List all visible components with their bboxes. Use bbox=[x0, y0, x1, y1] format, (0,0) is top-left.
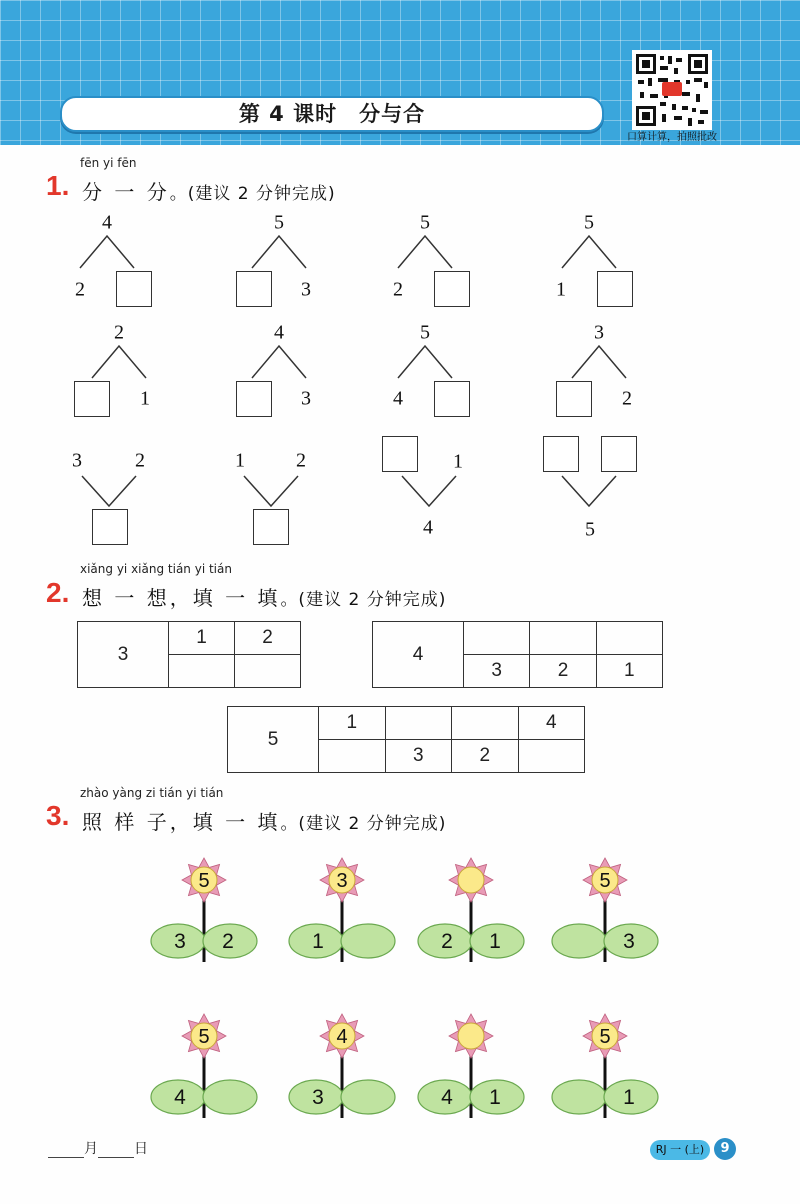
q1-item4-answer-box[interactable] bbox=[597, 271, 633, 307]
page-number: 9 bbox=[714, 1138, 736, 1160]
grade-badge: RJ 一 (上) bbox=[650, 1140, 710, 1160]
q2-t3-top-2[interactable] bbox=[385, 707, 452, 740]
q1-item5-right: 1 bbox=[140, 387, 150, 410]
left-leaf-number: 4 bbox=[174, 1086, 186, 1109]
right-leaf-number: 3 bbox=[623, 930, 635, 953]
left-leaf-number: 4 bbox=[441, 1086, 453, 1109]
q1-item12-left-box[interactable] bbox=[543, 436, 579, 472]
q1-item10-left: 1 bbox=[235, 449, 245, 472]
q1-item1-top: 4 bbox=[102, 211, 112, 234]
q1-item2-right: 3 bbox=[301, 278, 311, 301]
q1-item4-left: 1 bbox=[556, 278, 566, 301]
right-leaf bbox=[341, 924, 395, 958]
right-leaf-number: 1 bbox=[489, 930, 501, 953]
date-line bbox=[48, 1138, 148, 1158]
q3-text: 照 样 子，填 一 填 bbox=[82, 810, 281, 834]
q1-item6-top: 4 bbox=[274, 321, 284, 344]
q1-item7-answer-box[interactable] bbox=[434, 381, 470, 417]
q1-item1-left: 2 bbox=[75, 278, 85, 301]
left-leaf-number: 1 bbox=[312, 930, 324, 953]
q3-note: 。(建议 2 分钟完成) bbox=[280, 814, 447, 834]
lesson-title: 第 4 课时 分与合 bbox=[238, 102, 426, 126]
q3-pinyin: zhào yàng zi tián yi tián bbox=[80, 786, 224, 800]
left-leaf-number: 3 bbox=[174, 930, 186, 953]
q2-t2-top-3[interactable] bbox=[596, 622, 662, 655]
q1-pinyin: fēn yi fēn bbox=[80, 156, 137, 170]
q1-item6-right: 3 bbox=[301, 387, 311, 410]
flower-center-number: 5 bbox=[198, 1026, 210, 1048]
right-leaf-number: 2 bbox=[222, 930, 234, 953]
flower-3 bbox=[411, 850, 531, 990]
q2-t3-top-3[interactable] bbox=[452, 707, 519, 740]
q2-t2-bottom-2[interactable]: 2 bbox=[530, 655, 596, 688]
q1-item12-right-box[interactable] bbox=[601, 436, 637, 472]
q1-item8-top: 3 bbox=[594, 321, 604, 344]
q1-item1-answer-box[interactable] bbox=[116, 271, 152, 307]
left-leaf bbox=[552, 924, 606, 958]
q2-t2-top-1[interactable] bbox=[464, 622, 530, 655]
q2-table-3 bbox=[77, 621, 301, 688]
q1-item9-answer-box[interactable] bbox=[92, 509, 128, 545]
flower-center-number: 5 bbox=[599, 1026, 611, 1048]
q1-item3-top: 5 bbox=[420, 211, 430, 234]
q1-note: 。(建议 2 分钟完成) bbox=[169, 184, 336, 204]
q2-instruction bbox=[82, 582, 446, 611]
q2-note: 。(建议 2 分钟完成) bbox=[280, 590, 447, 610]
q1-item5-top: 2 bbox=[114, 321, 124, 344]
flower-center-number: 5 bbox=[198, 870, 210, 892]
left-leaf bbox=[552, 1080, 606, 1114]
q2-t1-top-1[interactable]: 1 bbox=[169, 622, 235, 655]
right-leaf-number: 1 bbox=[623, 1086, 635, 1109]
q2-t3-total: 5 bbox=[228, 707, 319, 773]
q3-number: 3. bbox=[46, 800, 70, 831]
q1-item7-top: 5 bbox=[420, 321, 430, 344]
q2-t1-bottom-2[interactable] bbox=[235, 655, 301, 688]
q2-t3-bottom-4[interactable] bbox=[518, 740, 585, 773]
qr-caption: 口算计算，拍照批改 bbox=[627, 132, 717, 143]
q1-item9-left: 3 bbox=[72, 449, 82, 472]
q1-item5-answer-box[interactable] bbox=[74, 381, 110, 417]
q1-item8-right: 2 bbox=[622, 387, 632, 410]
flower-4 bbox=[545, 850, 665, 990]
q2-table-4 bbox=[372, 621, 663, 688]
right-leaf bbox=[341, 1080, 395, 1114]
q1-item11-answer-box[interactable] bbox=[382, 436, 418, 472]
q1-item10-right: 2 bbox=[296, 449, 306, 472]
q2-t1-bottom-1[interactable] bbox=[169, 655, 235, 688]
q2-number: 2. bbox=[46, 577, 70, 608]
flower-5 bbox=[144, 1006, 264, 1146]
right-leaf-number: 1 bbox=[489, 1086, 501, 1109]
q3-instruction bbox=[82, 806, 446, 835]
q1-item3-answer-box[interactable] bbox=[434, 271, 470, 307]
q2-t3-bottom-3[interactable]: 2 bbox=[452, 740, 519, 773]
left-leaf-number: 3 bbox=[312, 1086, 324, 1109]
q2-t2-top-2[interactable] bbox=[530, 622, 596, 655]
flower-center-number: 5 bbox=[599, 870, 611, 892]
flower-center-number: 3 bbox=[336, 870, 348, 892]
left-leaf-number: 2 bbox=[441, 930, 453, 953]
q2-t2-bottom-3[interactable]: 1 bbox=[596, 655, 662, 688]
q1-item11-right: 1 bbox=[453, 450, 463, 473]
q2-t3-top-4[interactable]: 4 bbox=[518, 707, 585, 740]
q1-item6-answer-box[interactable] bbox=[236, 381, 272, 417]
q1-text: 分 一 分 bbox=[82, 180, 170, 204]
flower-center[interactable] bbox=[458, 1023, 484, 1049]
q2-t3-bottom-1[interactable] bbox=[319, 740, 386, 773]
flower-center-number: 4 bbox=[336, 1026, 348, 1048]
q2-table-5 bbox=[227, 706, 585, 773]
right-leaf bbox=[203, 1080, 257, 1114]
q1-item3-left: 2 bbox=[393, 278, 403, 301]
q1-item9-right: 2 bbox=[135, 449, 145, 472]
q2-t3-top-1[interactable]: 1 bbox=[319, 707, 386, 740]
flower-1 bbox=[144, 850, 264, 990]
q1-item2-answer-box[interactable] bbox=[236, 271, 272, 307]
q2-text: 想 一 想，填 一 填 bbox=[82, 586, 281, 610]
q2-t1-total: 3 bbox=[78, 622, 169, 688]
flower-6 bbox=[282, 1006, 402, 1146]
flower-2 bbox=[282, 850, 402, 990]
q2-t1-top-2[interactable]: 2 bbox=[235, 622, 301, 655]
q1-item12-bottom: 5 bbox=[585, 518, 595, 541]
q1-number: 1. bbox=[46, 170, 70, 201]
flower-center[interactable] bbox=[458, 867, 484, 893]
month-blank[interactable] bbox=[48, 1143, 84, 1158]
month-label: 月 bbox=[84, 1141, 98, 1157]
q2-t2-total: 4 bbox=[373, 622, 464, 688]
q2-pinyin: xiǎng yi xiǎng tián yi tián bbox=[80, 562, 232, 576]
day-blank[interactable] bbox=[98, 1143, 134, 1158]
q2-t2-bottom-1[interactable]: 3 bbox=[464, 655, 530, 688]
q1-item8-answer-box[interactable] bbox=[556, 381, 592, 417]
q1-item7-left: 4 bbox=[393, 387, 403, 410]
flower-8 bbox=[545, 1006, 665, 1146]
q1-item11-bottom: 4 bbox=[423, 516, 433, 539]
q1-item10-answer-box[interactable] bbox=[253, 509, 289, 545]
q1-item2-top: 5 bbox=[274, 211, 284, 234]
flower-7 bbox=[411, 1006, 531, 1146]
q2-t3-bottom-2[interactable]: 3 bbox=[385, 740, 452, 773]
day-label: 日 bbox=[134, 1141, 148, 1157]
q1-item4-top: 5 bbox=[584, 211, 594, 234]
